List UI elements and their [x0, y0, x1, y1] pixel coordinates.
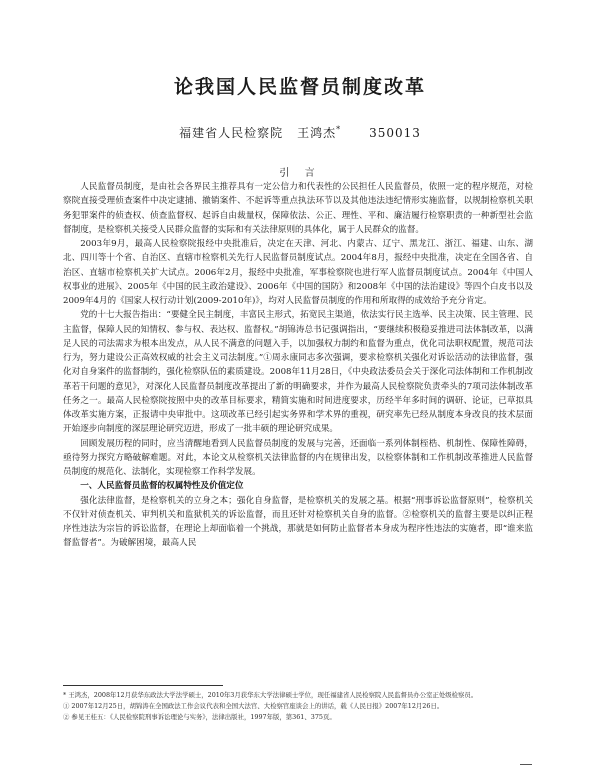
- body-text: [63, 180, 533, 551]
- page-edge-mark: [520, 764, 532, 765]
- paragraph: 回顾发展历程的同时，应当清醒地看到人民监督员制度的发展与完善，还面临一系列体制桎梏、机制性、保障性障碍，亟待努力探究方略破解难题。对此，本论文从检察机关法律监督的内在规律出发，以检察体制和工作机制改革推进人民监督员制度的规范化、法制化，实现检察工作科学发展。: [63, 438, 533, 477]
- paragraph: 强化法律监督，是检察机关的立身之本；强化自身监督，是检察机关的发展之基。根据“刑事诉讼监督原则”，检察机关不仅针对侦查机关、审判机关和监狱机关的诉讼监督，而且还针对检察机关自身的监督。②检察机关的监督主要是以纠正程序性违法为宗旨的诉讼监督，在理论上却面临着一个挑战，那就是如何防止监督者本身成为程序性违法的实施者，即“谁来监督监督者”。为破解困境，最高人民: [63, 495, 533, 549]
- footnotes: [63, 690, 533, 723]
- paragraph: 党的十七大报告指出：“要健全民主制度，丰富民主形式，拓宽民主渠道，依法实行民主选举、民主决策、民主管理、民主监督，保障人民的知情权、参与权、表达权、监督权。”胡锦涛总书记强调指出，“要继续积极稳妥推进司法体制改革，以满足人民的司法需求为根本出发点，从人民不满意的问题入手，以加强权力制约和监督为重点，优化司法职权配置，规范司法行为，努力建设公正高效权威的社会主义司法制度。”①周永康同志多次强调，要求检察机关强化对诉讼活动的法律监督，强化对自身案件的监督制约，强化检察队伍的素质建设。2008年11月28日，《中央政法委员会关于深化司法体制和工作机制改革若干问题的意见》，对深化人民监督员制度改革提出了新的明确要求，并作为最高人民检察院负责牵头的7项司法体制改革任务之一。最高人民检察院按照中央的改革目标要求，精简实施和时间进度要求，历经半年多时间的调研、论证，已草拟具体改革实施方案，正报请中央审批中。这项改革已经引起实务界和学术界的重视，研究率先已经从制度本身改良的技术层面开始逐步向制度的深层理论研究迈进，形成了一批丰硕的理论研究成果。: [63, 310, 533, 435]
- paragraph: 人民监督员制度，是由社会各界民主推荐具有一定公信力和代表性的公民担任人民监督员，依照一定的程序规范，对检察院直接受理侦查案件中决定逮捕、撤销案件、不起诉等重点执法环节以及其他违法违纪情形实施监督，以规制检察机关职务犯罪案件的侦查权、侦查监督权、起诉自由裁量权，保障依法、公正、理性、平和、廉洁履行检察职责的一种新型社会监督制度，是检察机关接受人民群众监督的实际和有关法律原则的具体化，属于人民群众的监督。: [63, 182, 533, 235]
- footnote: * 王鸿杰，2008年12月获华东政法大学法学硕士，2010年3月获华东大学法律硕士学位，现任福建省人民检察院人民监督员办公室正处级检察员。: [63, 691, 478, 699]
- author-organization: 福建省人民检察院: [179, 126, 284, 140]
- byline: [0, 124, 600, 141]
- paper-title: 论我国人民监督员制度改革: [173, 76, 426, 98]
- paragraph: 2003年9月，最高人民检察院报经中央批准后，决定在天津、河北、内蒙古、辽宁、黑龙江、浙江、福建、山东、湖北、四川等十个省、自治区、直辖市检察机关先行人民监督员制度试点。2004年8月，报经中央批准，决定在全国各省、自治区、直辖市检察机关扩大试点。2006年2月，报经中央批准，军事检察院也进行军人监督员制度试点。2004年《中国人权事业的进展》、2005年《中国的民主政治建设》、2006年《中国的国防》和2008年《中国的法治建设》等四个白皮书以及2009年4月的《国家人权行动计划(2009-2010年)》，均对人民监督员制度的作用和所取得的成效给予充分肯定。: [63, 239, 533, 306]
- author-footnote-mark: *: [336, 125, 342, 134]
- footnote: ① 2007年12月25日，胡锦涛在全国政法工作会议代表和全国大法官、大检察官座谈会上的讲话，载《人民日报》2007年12月26日。: [63, 702, 444, 710]
- footnote-divider: [63, 685, 223, 686]
- preface-heading: 引 言: [279, 168, 321, 179]
- footnote: ② 参见王桂五：《人民检察院刑事诉讼理论与实务》，法律出版社，1997年版，第361、375页。: [63, 713, 336, 721]
- postcode: 350013: [369, 126, 421, 140]
- author-name: 王鸿杰: [297, 126, 337, 140]
- section-heading: 一、人民监督员监督的权属特性及价值定位: [80, 481, 244, 492]
